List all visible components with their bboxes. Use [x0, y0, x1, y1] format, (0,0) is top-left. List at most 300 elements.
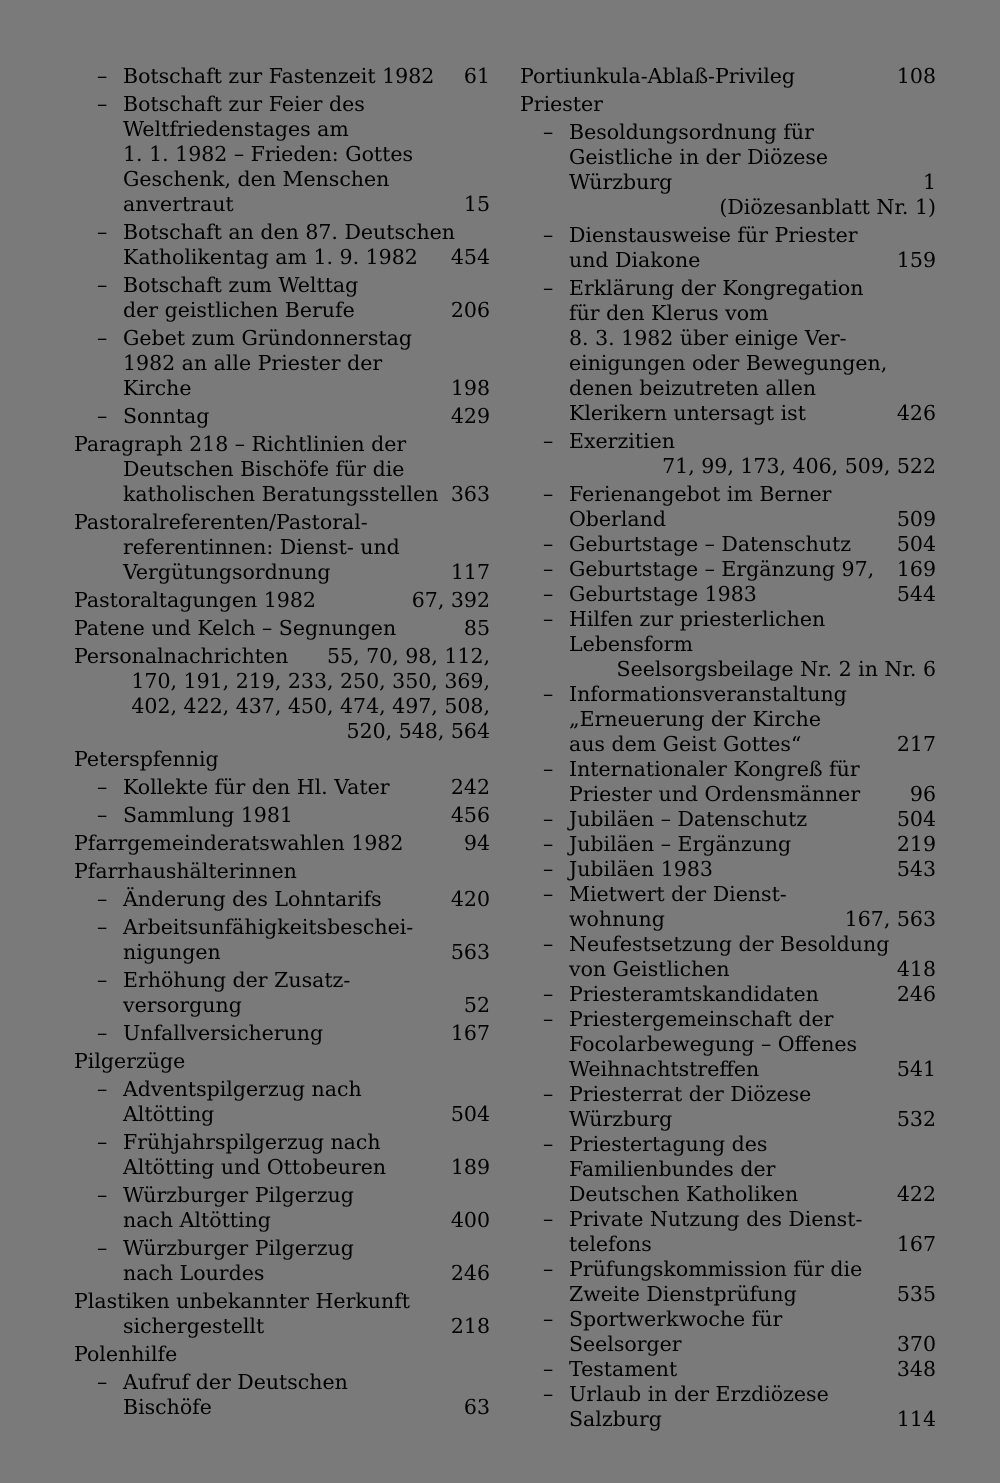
entry-page-numbers: 67, 392 — [411, 588, 490, 612]
entry-page-numbers: 370 — [896, 1332, 936, 1356]
entry-text: für den Klerus vom — [569, 301, 769, 325]
index-entry-line — [520, 582, 936, 607]
index-entry-line — [74, 167, 490, 192]
entry-dash: – — [543, 532, 554, 556]
index-entry-line — [74, 1102, 490, 1127]
entry-text: Oberland — [569, 507, 666, 531]
index-entry-line — [520, 1082, 936, 1107]
entry-text: Vergütungsordnung — [123, 560, 331, 584]
entry-text: Informationsveranstaltung — [569, 682, 847, 706]
entry-text: Geburtstage – Datenschutz — [569, 532, 852, 556]
index-entry-line — [74, 535, 490, 560]
entry-dash: – — [543, 882, 554, 906]
entry-page-numbers: 219 — [896, 832, 936, 856]
entry-text: Geistliche in der Diözese — [569, 145, 829, 169]
index-entry-line — [74, 1130, 490, 1155]
index-entry-line — [74, 1021, 490, 1046]
entry-dash: – — [543, 607, 554, 631]
entry-page-numbers: 456 — [450, 803, 490, 827]
index-entry-line — [520, 882, 936, 907]
entry-text: Botschaft zum Welttag — [123, 273, 359, 297]
entry-page-numbers: 189 — [450, 1155, 490, 1179]
entry-text: Katholikentag am 1. 9. 1982 — [123, 245, 418, 269]
index-entry-line — [74, 694, 490, 719]
entry-dash: – — [543, 276, 554, 300]
index-entry-line — [74, 64, 490, 89]
entry-page-numbers: 114 — [896, 1407, 936, 1431]
entry-text: Priester und Ordensmänner — [569, 782, 861, 806]
index-entry-line — [74, 510, 490, 535]
entry-page-numbers: 71, 99, 173, 406, 509, 522 — [662, 454, 936, 478]
entry-text: Altötting und Ottobeuren — [123, 1155, 387, 1179]
entry-dash: – — [543, 682, 554, 706]
index-entry-line — [520, 657, 936, 682]
index-entry-line — [520, 1282, 936, 1307]
index-entry-line — [520, 1132, 936, 1157]
index-entry-line — [520, 557, 936, 582]
entry-text: Klerikern untersagt ist — [569, 401, 806, 425]
entry-text: Dienstausweise für Priester — [569, 223, 858, 247]
entry-text: Exerzitien — [569, 429, 675, 453]
entry-text: Sonntag — [123, 404, 210, 428]
index-entry-line — [520, 1007, 936, 1032]
entry-text: Geburtstage – Ergänzung 97, — [569, 557, 875, 581]
index-entry-line — [520, 932, 936, 957]
entry-dash: – — [543, 1207, 554, 1231]
entry-page-numbers: 520, 548, 564 — [346, 719, 490, 743]
entry-page-numbers: 242 — [450, 775, 490, 799]
entry-dash: – — [97, 326, 108, 350]
entry-dash: – — [543, 932, 554, 956]
entry-text: Prüfungskommission für die — [569, 1257, 863, 1281]
entry-dash: – — [543, 982, 554, 1006]
index-entry-line — [74, 1155, 490, 1180]
entry-text: Jubiläen – Ergänzung — [569, 832, 792, 856]
entry-dash: – — [97, 1370, 108, 1394]
entry-page-numbers: 61 — [463, 64, 490, 88]
entry-page-numbers: 96 — [909, 782, 936, 806]
index-entry-line — [74, 376, 490, 401]
index-entry-line — [520, 482, 936, 507]
entry-text: einigungen oder Bewegungen, — [569, 351, 888, 375]
entry-text: Änderung des Lohntarifs — [123, 887, 382, 911]
index-entry-line — [520, 532, 936, 557]
entry-dash: – — [543, 1357, 554, 1381]
index-entry-line — [74, 775, 490, 800]
entry-text: Unfallversicherung — [123, 1021, 324, 1045]
entry-page-numbers: 94 — [463, 831, 490, 855]
entry-text: Bischöfe — [123, 1395, 212, 1419]
index-entry-line — [74, 192, 490, 217]
index-entry-line — [520, 1157, 936, 1182]
entry-page-numbers: 563 — [450, 940, 490, 964]
entry-text: Priestergemeinschaft der — [569, 1007, 834, 1031]
index-entry-line — [520, 807, 936, 832]
entry-dash: – — [97, 1077, 108, 1101]
entry-page-numbers: 159 — [896, 248, 936, 272]
entry-text: Deutschen Bischöfe für die — [123, 457, 405, 481]
entry-text: telefons — [569, 1232, 652, 1256]
index-entry-line — [74, 1261, 490, 1286]
index-entry-line — [74, 220, 490, 245]
entry-text: nach Lourdes — [123, 1261, 265, 1285]
index-entry-line — [520, 170, 936, 195]
index-entry-line — [74, 560, 490, 585]
index-entry-line — [520, 632, 936, 657]
entry-text: Würzburger Pilgerzug — [123, 1236, 354, 1260]
entry-text: anvertraut — [123, 192, 234, 216]
index-entry-line — [74, 719, 490, 744]
entry-text: Personalnachrichten — [74, 644, 289, 668]
entry-dash: – — [543, 120, 554, 144]
index-entry-line — [520, 248, 936, 273]
entry-text: Pfarrgemeinderatswahlen 1982 — [74, 831, 404, 855]
entry-text: Neufestsetzung der Besoldung — [569, 932, 890, 956]
entry-text: Sportwerkwoche für — [569, 1307, 783, 1331]
entry-page-numbers: 167 — [450, 1021, 490, 1045]
entry-dash: – — [97, 1021, 108, 1045]
entry-dash: – — [543, 1082, 554, 1106]
entry-text: und Diakone — [569, 248, 701, 272]
index-entry-line — [520, 195, 936, 220]
index-entry-line — [520, 1207, 936, 1232]
index-entry-line — [74, 1314, 490, 1339]
index-entry-line — [74, 351, 490, 376]
entry-dash: – — [543, 1132, 554, 1156]
entry-page-numbers: 509 — [896, 507, 936, 531]
index-entry-line — [74, 117, 490, 142]
entry-page-numbers: 206 — [450, 298, 490, 322]
entry-dash: – — [97, 404, 108, 428]
index-entry-line — [520, 1057, 936, 1082]
entry-page-numbers: 544 — [896, 582, 936, 606]
index-entry-line — [74, 404, 490, 429]
index-entry-line — [520, 607, 936, 632]
index-entry-line — [520, 1357, 936, 1382]
entry-page-numbers: 63 — [463, 1395, 490, 1419]
index-entry-line — [74, 432, 490, 457]
entry-dash: – — [97, 1236, 108, 1260]
index-entry-line — [520, 64, 936, 89]
index-entry-line — [520, 832, 936, 857]
index-entry-line — [520, 1382, 936, 1407]
index-entry-line — [520, 92, 936, 117]
index-entry-line — [520, 957, 936, 982]
entry-page-numbers: 246 — [450, 1261, 490, 1285]
index-entry-line — [74, 1395, 490, 1420]
entry-text: katholischen Beratungsstellen — [123, 482, 439, 506]
entry-dash: – — [543, 582, 554, 606]
entry-page-numbers: 363 — [450, 482, 490, 506]
entry-page-numbers: 400 — [450, 1208, 490, 1232]
entry-text: Erhöhung der Zusatz- — [123, 968, 351, 992]
entry-text: Hilfen zur priesterlichen — [569, 607, 826, 631]
entry-page-numbers: 167, 563 — [844, 907, 936, 931]
index-entry-line — [74, 1370, 490, 1395]
entry-text: Polenhilfe — [74, 1342, 178, 1366]
entry-text: Botschaft zur Fastenzeit 1982 — [123, 64, 435, 88]
entry-page-numbers: 420 — [450, 887, 490, 911]
entry-text: Jubiläen – Datenschutz — [569, 807, 808, 831]
index-entry-line — [74, 803, 490, 828]
entry-page-numbers: 541 — [896, 1057, 936, 1081]
entry-text: referentinnen: Dienst- und — [123, 535, 400, 559]
index-entry-line — [74, 940, 490, 965]
entry-text: Botschaft an den 87. Deutschen — [123, 220, 455, 244]
entry-text: Patene und Kelch – Segnungen — [74, 616, 397, 640]
entry-text: Sammlung 1981 — [123, 803, 293, 827]
entry-text: Geschenk, den Menschen — [123, 167, 390, 191]
entry-page-numbers: 348 — [896, 1357, 936, 1381]
entry-page-numbers: 504 — [450, 1102, 490, 1126]
entry-page-numbers: 532 — [896, 1107, 936, 1131]
entry-text: Seelsorger — [569, 1332, 682, 1356]
index-entry-line — [74, 245, 490, 270]
entry-dash: – — [97, 64, 108, 88]
index-entry-line — [74, 968, 490, 993]
entry-text: Urlaub in der Erzdiözese — [569, 1382, 829, 1406]
entry-dash: – — [543, 757, 554, 781]
index-entry-line — [520, 1407, 936, 1432]
index-entry-line — [520, 782, 936, 807]
entry-page-numbers: 535 — [896, 1282, 936, 1306]
index-entry-line — [520, 301, 936, 326]
index-entry-line — [74, 644, 490, 669]
index-entry-line — [520, 757, 936, 782]
entry-text: nigungen — [123, 940, 221, 964]
entry-dash: – — [97, 1183, 108, 1207]
index-entry-line — [520, 401, 936, 426]
entry-page-numbers: 543 — [896, 857, 936, 881]
entry-dash: – — [97, 803, 108, 827]
index-entry-line — [74, 92, 490, 117]
entry-page-numbers: 108 — [896, 64, 936, 88]
entry-text: Priesterrat der Diözese — [569, 1082, 812, 1106]
index-entry-line — [520, 454, 936, 479]
entry-text: Testament — [569, 1357, 678, 1381]
entry-page-numbers: 402, 422, 437, 450, 474, 497, 508, — [131, 694, 490, 718]
index-entry-line — [74, 482, 490, 507]
index-entry-line — [520, 276, 936, 301]
entry-page-numbers: Seelsorgsbeilage Nr. 2 in Nr. 6 — [616, 657, 936, 681]
entry-text: Pastoralreferenten/Pastoral- — [74, 510, 368, 534]
index-entry-line — [74, 588, 490, 613]
entry-dash: – — [543, 857, 554, 881]
entry-text: 1982 an alle Priester der — [123, 351, 383, 375]
entry-text: Würzburger Pilgerzug — [123, 1183, 354, 1207]
index-entry-line — [520, 732, 936, 757]
entry-page-numbers: 198 — [450, 376, 490, 400]
entry-text: Würzburg — [569, 1107, 673, 1131]
index-entry-line — [74, 669, 490, 694]
entry-text: Weltfriedenstages am — [123, 117, 349, 141]
index-entry-line — [74, 1183, 490, 1208]
entry-dash: – — [543, 1307, 554, 1331]
index-entry-line — [74, 1342, 490, 1367]
entry-dash: – — [543, 429, 554, 453]
entry-dash: – — [97, 968, 108, 992]
index-entry-line — [74, 457, 490, 482]
entry-dash: – — [543, 1007, 554, 1031]
entry-text: Gebet zum Gründonnerstag — [123, 326, 412, 350]
entry-page-numbers: 422 — [896, 1182, 936, 1206]
entry-dash: – — [97, 220, 108, 244]
index-entry-line — [74, 273, 490, 298]
entry-text: Deutschen Katholiken — [569, 1182, 799, 1206]
index-entry-line — [74, 298, 490, 323]
entry-page-numbers: 55, 70, 98, 112, — [327, 644, 490, 668]
entry-dash: – — [543, 807, 554, 831]
entry-text: Priester — [520, 92, 603, 116]
entry-dash: – — [543, 1382, 554, 1406]
index-entry-line — [520, 682, 936, 707]
entry-text: aus dem Geist Gottes“ — [569, 732, 802, 756]
entry-text: Peterspfennig — [74, 747, 219, 771]
entry-dash: – — [543, 1257, 554, 1281]
index-entry-line — [74, 142, 490, 167]
index-entry-line — [520, 1257, 936, 1282]
entry-text: Aufruf der Deutschen — [123, 1370, 348, 1394]
entry-text: Pilgerzüge — [74, 1049, 186, 1073]
index-entry-line — [520, 1232, 936, 1257]
entry-page-numbers: 426 — [896, 401, 936, 425]
entry-text: Private Nutzung des Dienst- — [569, 1207, 863, 1231]
entry-text: Zweite Dienstprüfung — [569, 1282, 797, 1306]
entry-page-numbers: 15 — [463, 192, 490, 216]
index-entry-line — [74, 1289, 490, 1314]
entry-text: Pastoraltagungen 1982 — [74, 588, 316, 612]
index-entry-line — [520, 707, 936, 732]
entry-dash: – — [97, 887, 108, 911]
index-entry-line — [520, 223, 936, 248]
entry-text: von Geistlichen — [569, 957, 730, 981]
entry-page-numbers: 218 — [450, 1314, 490, 1338]
entry-text: Priestertagung des — [569, 1132, 768, 1156]
entry-dash: – — [97, 775, 108, 799]
entry-text: Paragraph 218 – Richtlinien der — [74, 432, 407, 456]
entry-page-numbers: 504 — [896, 807, 936, 831]
index-entry-line — [520, 376, 936, 401]
entry-text: Geburtstage 1983 — [569, 582, 757, 606]
index-entry-line — [520, 1032, 936, 1057]
entry-page-numbers: 217 — [896, 732, 936, 756]
index-entry-line — [74, 887, 490, 912]
entry-text: 1. 1. 1982 – Frieden: Gottes — [123, 142, 414, 166]
entry-text: Priesteramtskandidaten — [569, 982, 819, 1006]
entry-text: Pfarrhaushälterinnen — [74, 859, 297, 883]
entry-page-numbers: 52 — [463, 993, 490, 1017]
entry-page-numbers: 85 — [463, 616, 490, 640]
index-entry-line — [520, 907, 936, 932]
entry-text: Würzburg — [569, 170, 673, 194]
index-column-right — [520, 64, 936, 1432]
index-entry-line — [520, 1107, 936, 1132]
entry-page-numbers: 429 — [450, 404, 490, 428]
index-entry-line — [74, 1049, 490, 1074]
index-entry-line — [74, 859, 490, 884]
entry-page-numbers: 169 — [896, 557, 936, 581]
entry-text: der geistlichen Berufe — [123, 298, 355, 322]
entry-text: sichergestellt — [123, 1314, 265, 1338]
entry-page-numbers: (Diözesanblatt Nr. 1) — [719, 195, 936, 219]
index-entry-line — [74, 993, 490, 1018]
entry-text: Adventspilgerzug nach — [123, 1077, 362, 1101]
entry-dash: – — [543, 557, 554, 581]
entry-page-numbers: 454 — [450, 245, 490, 269]
entry-dash: – — [543, 482, 554, 506]
entry-text: versorgung — [123, 993, 242, 1017]
index-entry-line — [74, 1208, 490, 1233]
entry-dash: – — [97, 1130, 108, 1154]
index-entry-line — [74, 915, 490, 940]
entry-page-numbers: 418 — [896, 957, 936, 981]
index-column-left — [74, 64, 490, 1420]
index-entry-line — [74, 831, 490, 856]
index-entry-line — [74, 326, 490, 351]
index-entry-line — [74, 1236, 490, 1261]
entry-text: Botschaft zur Feier des — [123, 92, 365, 116]
entry-text: Familienbundes der — [569, 1157, 776, 1181]
entry-text: Jubiläen 1983 — [569, 857, 713, 881]
entry-text: „Erneuerung der Kirche — [569, 707, 821, 731]
entry-text: nach Altötting — [123, 1208, 271, 1232]
entry-text: Frühjahrspilgerzug nach — [123, 1130, 381, 1154]
index-entry-line — [520, 1182, 936, 1207]
index-entry-line — [74, 1077, 490, 1102]
entry-dash: – — [97, 915, 108, 939]
entry-text: wohnung — [569, 907, 665, 931]
index-entry-line — [520, 982, 936, 1007]
index-entry-line — [520, 326, 936, 351]
entry-text: Internationaler Kongreß für — [569, 757, 860, 781]
entry-text: Lebensform — [569, 632, 693, 656]
entry-text: Portiunkula-Ablaß-Privileg — [520, 64, 796, 88]
entry-page-numbers: 117 — [450, 560, 490, 584]
entry-page-numbers: 167 — [896, 1232, 936, 1256]
entry-text: Kirche — [123, 376, 192, 400]
entry-text: Mietwert der Dienst- — [569, 882, 787, 906]
entry-text: Focolarbewegung – Offenes — [569, 1032, 858, 1056]
index-entry-line — [74, 747, 490, 772]
entry-dash: – — [97, 92, 108, 116]
entry-text: Salzburg — [569, 1407, 662, 1431]
entry-text: Plastiken unbekannter Herkunft — [74, 1289, 411, 1313]
entry-page-numbers: 170, 191, 219, 233, 250, 350, 369, — [131, 669, 490, 693]
entry-dash: – — [543, 223, 554, 247]
index-entry-line — [520, 507, 936, 532]
entry-text: Arbeitsunfähigkeitsbeschei- — [123, 915, 414, 939]
index-entry-line — [520, 1332, 936, 1357]
entry-text: Weihnachtstreffen — [569, 1057, 760, 1081]
entry-text: Ferienangebot im Berner — [569, 482, 832, 506]
entry-dash: – — [543, 832, 554, 856]
entry-text: Kollekte für den Hl. Vater — [123, 775, 390, 799]
index-entry-line — [520, 857, 936, 882]
entry-text: Besoldungsordnung für — [569, 120, 814, 144]
entry-text: denen beizutreten allen — [569, 376, 817, 400]
entry-text: Erklärung der Kongregation — [569, 276, 864, 300]
index-entry-line — [520, 351, 936, 376]
entry-dash: – — [97, 273, 108, 297]
entry-page-numbers: 1 — [922, 170, 936, 194]
index-entry-line — [520, 1307, 936, 1332]
index-entry-line — [520, 120, 936, 145]
entry-text: 8. 3. 1982 über einige Ver- — [569, 326, 847, 350]
index-entry-line — [520, 145, 936, 170]
index-entry-line — [520, 429, 936, 454]
entry-page-numbers: 246 — [896, 982, 936, 1006]
entry-text: Altötting — [123, 1102, 215, 1126]
